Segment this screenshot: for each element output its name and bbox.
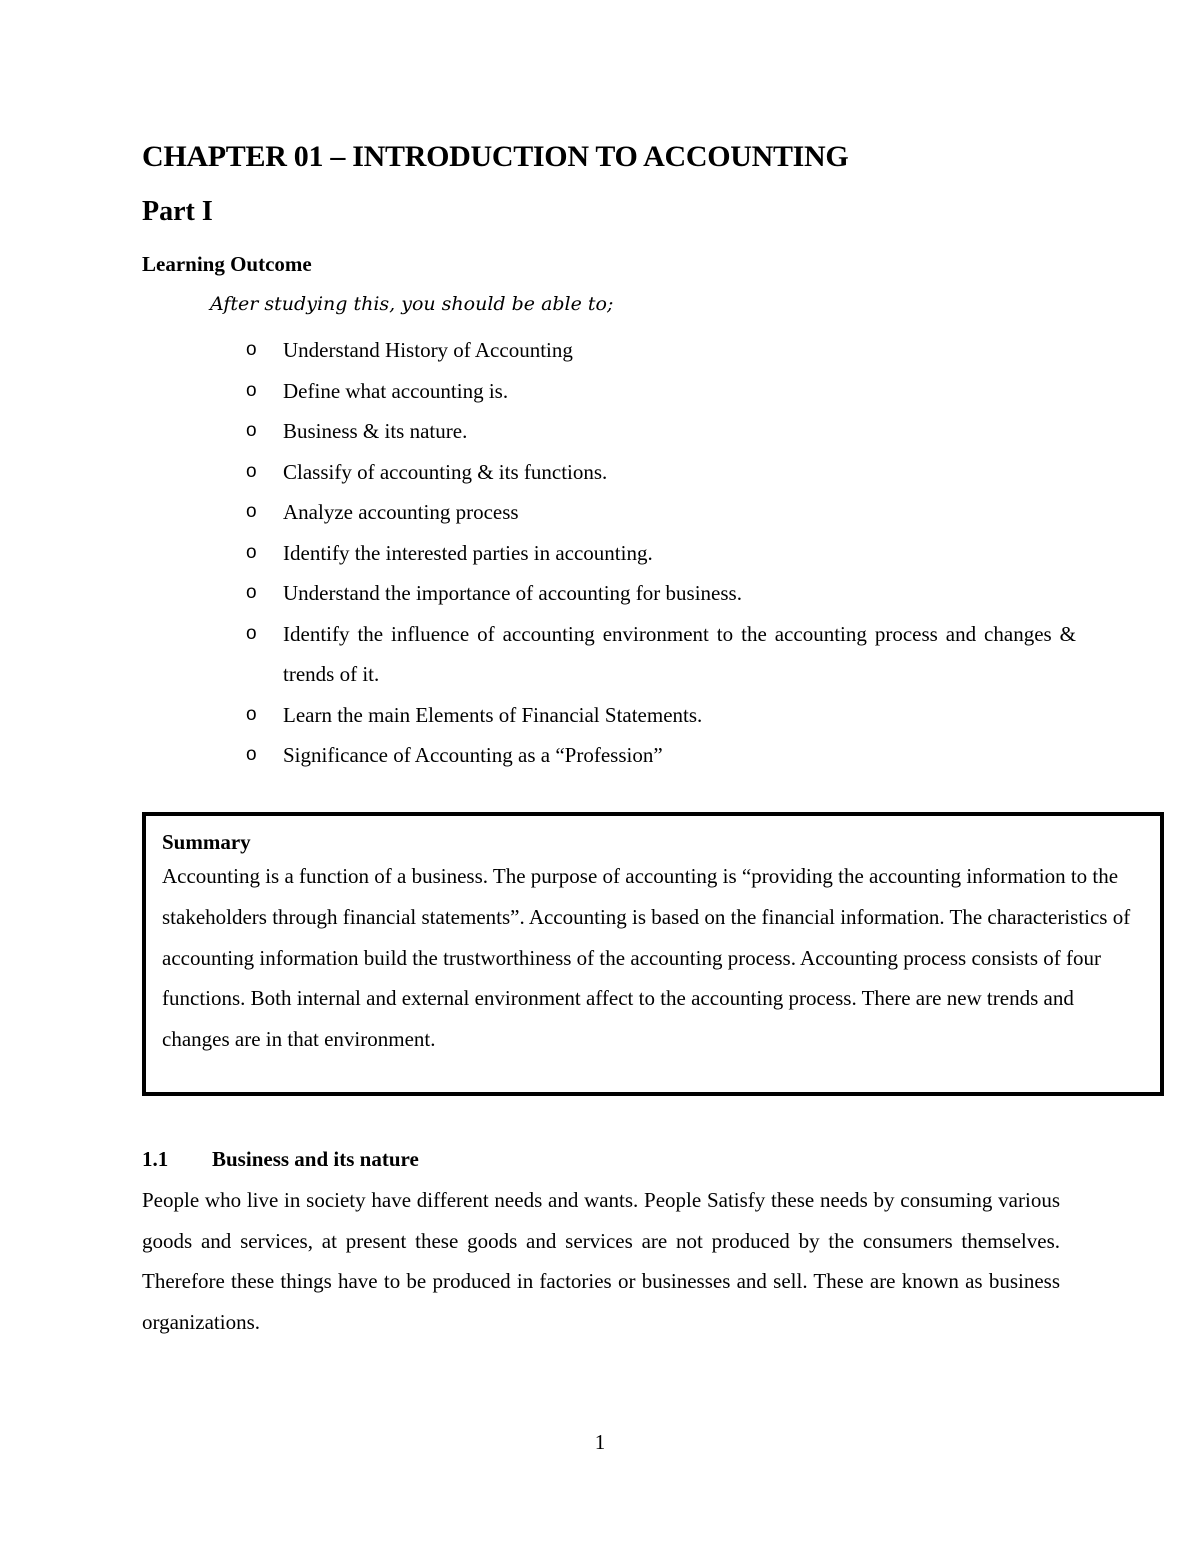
bullet-icon: o [246, 379, 257, 401]
list-item [246, 573, 1076, 614]
part-title: Part I [142, 196, 213, 227]
bullet-icon: o [246, 420, 257, 441]
bullet-icon: o [246, 703, 257, 725]
bullet-icon: o [246, 501, 257, 522]
list-item-text: Define what accounting is. [283, 378, 509, 403]
learning-outcome-list [246, 330, 1076, 776]
list-item [246, 452, 1076, 493]
list-item-text: Business & its nature. [283, 419, 468, 443]
list-item [246, 735, 1076, 776]
list-item [246, 371, 1076, 412]
chapter-title: CHAPTER 01 – INTRODUCTION TO ACCOUNTING [142, 140, 849, 173]
bullet-icon: o [246, 541, 257, 563]
list-item-text: Significance of Accounting as a “Profession” [283, 743, 663, 767]
list-item [246, 695, 1076, 736]
learning-outcome-heading: Learning Outcome [142, 252, 312, 276]
list-item [246, 492, 1076, 533]
section-title: Business and its nature [212, 1147, 419, 1171]
list-item-text: Identify the influence of accounting environment to the accounting process and changes & trends of it. [283, 621, 1076, 686]
summary-title: Summary [162, 830, 251, 854]
list-item [246, 533, 1076, 574]
section-body: People who live in society have different needs and wants. People Satisfy these needs by consuming various goods and services, at present these goods and services are not produced by the consumers themselves. Therefore these things have to be produced in factories or businesses and sell. These are known as business organizations. [142, 1188, 1060, 1334]
list-item-text: Understand the importance of accounting for business. [283, 581, 742, 605]
list-item-text: Analyze accounting process [283, 500, 519, 524]
page-number: 1 [594, 1430, 606, 1454]
summary-text: Accounting is a function of a business. The purpose of accounting is “providing the accounting information to the stakeholders through financial statements”. Accounting is based on the financial information. The characteristics of accounting information build the trustworthiness of the accounting process. Accounting process consists of four functions. Both internal and external environment affect to the accounting process. There are new trends and changes are in that environment. [162, 864, 1131, 1052]
bullet-icon: o [246, 744, 257, 765]
list-item-text: Identify the interested parties in accounting. [283, 540, 653, 565]
list-item [246, 614, 1076, 695]
bullet-icon: o [246, 339, 257, 360]
learning-outcome-intro: After studying this, you should be able to; [210, 293, 614, 315]
bullet-icon: o [246, 460, 257, 482]
bullet-icon: o [246, 622, 257, 644]
section-number: 1.1 [142, 1147, 169, 1171]
list-item [246, 411, 1076, 452]
section-heading [142, 1147, 419, 1172]
list-item [246, 330, 1076, 371]
list-item-text: Classify of accounting & its functions. [283, 459, 608, 484]
list-item-text: Understand History of Accounting [283, 338, 573, 362]
list-item-text: Learn the main Elements of Financial Statements. [283, 702, 703, 727]
summary-box [142, 812, 1164, 1096]
bullet-icon: o [246, 582, 257, 603]
